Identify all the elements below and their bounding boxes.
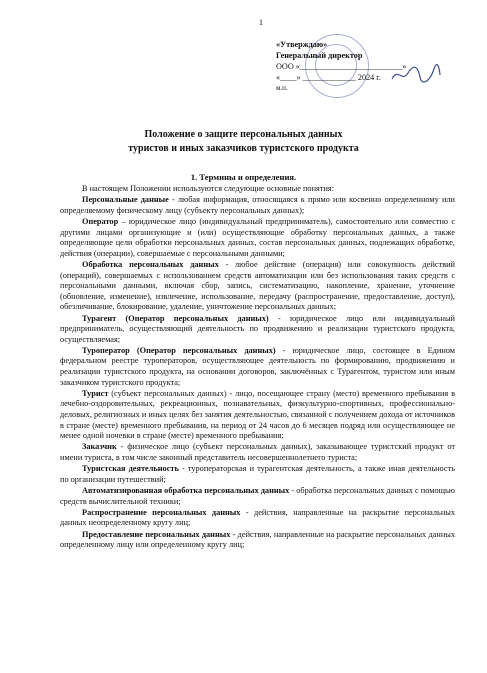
paragraph: Турист (субъект персональных данных) - лицо, посещающее страну (место) временного пребывания в лечебно-оздоровительных, рекреационных, познавательных, физкультурно-спортивных, профессионально-деловых, религиозных и иных целях без занятия деятельностью, связанной с получением дохода от источников в стране (месте) временного пребывания, на период от 24 часов до 6 месяцев подряд или осуществляющее не менее одной ночевки в стране (месте) временного пребывания; <box>60 388 456 441</box>
paragraph: Распространение персональных данных - действия, направленные на раскрытие персональных данных неопределенному кругу лиц; <box>60 507 455 528</box>
document-body <box>60 184 455 551</box>
approval-position: Генеральный директор <box>276 51 363 60</box>
paragraph: Персональные данные - любая информация, относящаяся к прямо или косвенно определенному или определяемому физическому лицу (субъекту персональных данных); <box>60 195 455 215</box>
approval-date: «____» _____________ 2024 г. <box>276 73 381 82</box>
document-title-line-2: туристов и иных заказчиков туристского продукта <box>128 143 359 154</box>
paragraph: Оператор – юридическое лицо (индивидуальный предприниматель), самостоятельно или совместно с другими лицами организующие и (или) осуществляющие обработку персональных данных, а также определяющие цели обработки персональных данных, состав персональных данных, подлежащих обработке, действия (операции), совершаемые с персональными данными; <box>60 216 455 258</box>
paragraph: Турагент (Оператор персональных данных) - юридическое лицо или индивидуальный предприниматель, осуществляющий деятельность по продвижению и реализации туристского продукта, осуществляемая; <box>60 313 455 344</box>
page-number: 1 <box>259 18 263 27</box>
section-heading: 1. Термины и определения. <box>190 172 297 182</box>
paragraph: Обработка персональных данных - любое действие (операция) или совокупность действий (операций), совершаемых с использованием средств автоматизации или без использования таких средств с персональными данными, включая сбор, запись, систематизацию, накопление, хранение, уточнение (обновление, изменение), извлечение, использование, передачу (распространение, предоставление, доступ), обезличивание, блокирование, удаление, уничтожение персональных данных; <box>60 259 455 312</box>
approval-heading: «Утверждаю» <box>276 40 328 49</box>
paragraph: Туроператор (Оператор персональных данных) - юридическое лицо, состоящее в Едином федеральном реестре туроператоров, осуществляющее деятельность по формированию, продвижению и реализации туристского продукта, на основании договоров, заключённых с Турагентом, туристом или иным заказчиком туристского продукта; <box>60 345 456 387</box>
paragraph: Заказчик - физическое лицо (субъект персональных данных), заказывающее туристский продукт от имени туриста, в том числе законный представитель несовершеннолетнего туриста; <box>60 442 455 462</box>
approval-seal-place: м.п. <box>276 84 288 92</box>
paragraph: В настоящем Положении используются следующие основные понятия: <box>82 184 335 193</box>
document-title-line-1: Положение о защите персональных данных <box>144 129 343 140</box>
paragraph: Автоматизированная обработка персональных данных - обработка персональных данных с помощью средств вычислительной техники; <box>60 485 455 506</box>
paragraph: Туристская деятельность - туроператорская и турагентская деятельность, а также иная деятельность по организации путешествий; <box>60 464 455 484</box>
approval-block <box>276 39 406 94</box>
paragraph: Предоставление персональных данных - действия, направленные на раскрытие персональных данных определенному лицу или определенному кругу лиц; <box>60 529 455 550</box>
approval-company: ООО «_________________________» <box>276 62 407 71</box>
